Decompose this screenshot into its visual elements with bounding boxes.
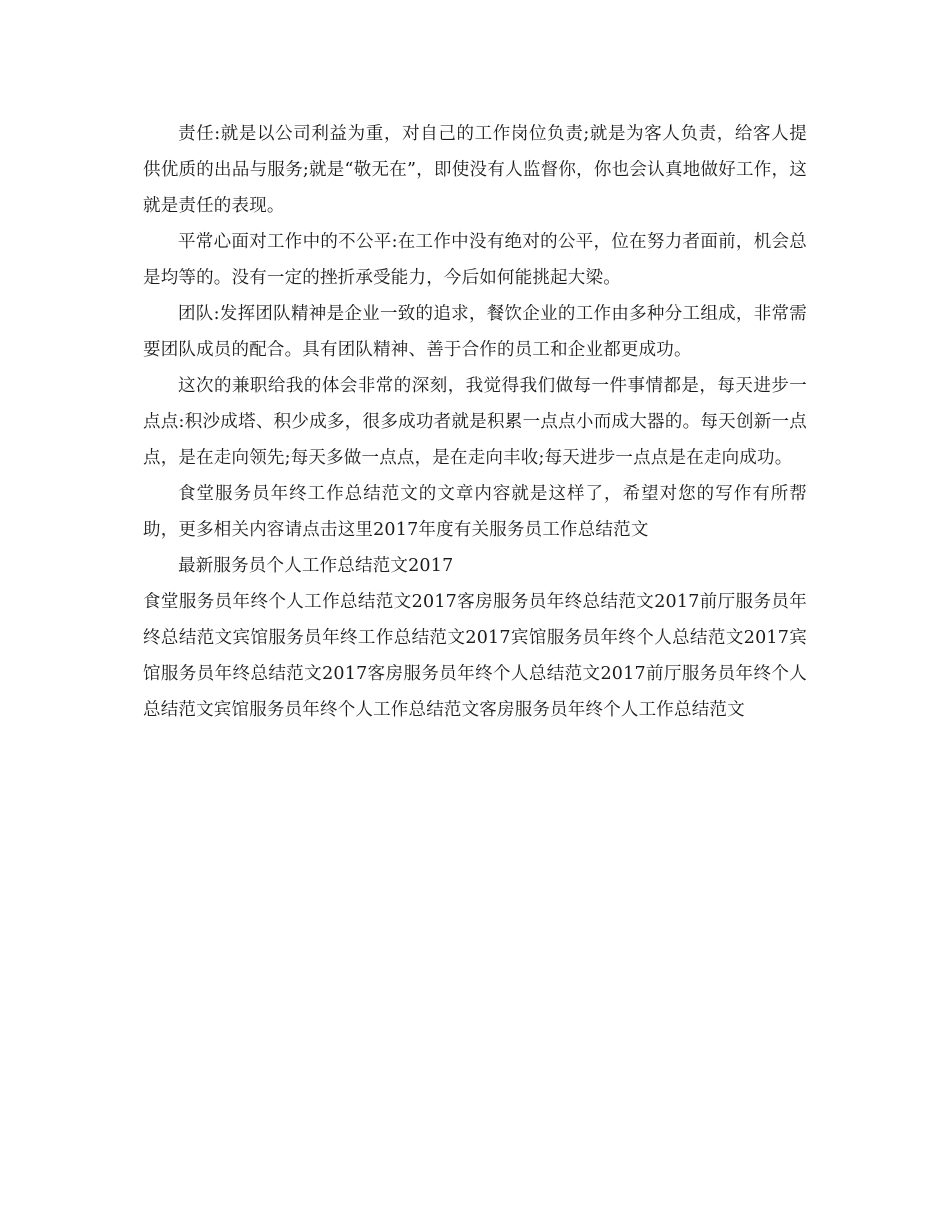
paragraph-latest-link: 最新服务员个人工作总结范文2017 <box>178 556 454 576</box>
paragraph-experience: 这次的兼职给我的体会非常的深刻，我觉得我们做每一件事情都是，每天进步一点点:积沙成塔、积少成多，很多成功者就是积累一点点小而成大器的。每天创新一点点，是在走向领先;每天多做一点点，是在走向丰收;每天进步一点点是在走向成功。 <box>143 376 807 468</box>
paragraph-team: 团队:发挥团队精神是企业一致的追求，餐饮企业的工作由多种分工组成，非常需要团队成员的配合。具有团队精神、善于合作的员工和企业都更成功。 <box>143 304 807 360</box>
document-body <box>143 116 807 728</box>
paragraph-closing: 食堂服务员年终工作总结范文的文章内容就是这样了，希望对您的写作有所帮助，更多相关内容请点击这里2017年度有关服务员工作总结范文 <box>143 484 807 540</box>
related-links-list: 食堂服务员年终个人工作总结范文2017客房服务员年终总结范文2017前厅服务员年终总结范文宾馆服务员年终工作总结范文2017宾馆服务员年终个人总结范文2017宾馆服务员年终总结范文2017客房服务员年终个人总结范文2017前厅服务员年终个人总结范文宾馆服务员年终个人工作总结范文客房服务员年终个人工作总结范文 <box>143 592 807 720</box>
paragraph-responsibility: 责任:就是以公司利益为重，对自己的工作岗位负责;就是为客人负责，给客人提供优质的出品与服务;就是“敬无在”，即使没有人监督你，你也会认真地做好工作，这就是责任的表现。 <box>143 124 807 216</box>
paragraph-fairness: 平常心面对工作中的不公平:在工作中没有绝对的公平，位在努力者面前，机会总是均等的。没有一定的挫折承受能力，今后如何能挑起大梁。 <box>143 232 807 288</box>
